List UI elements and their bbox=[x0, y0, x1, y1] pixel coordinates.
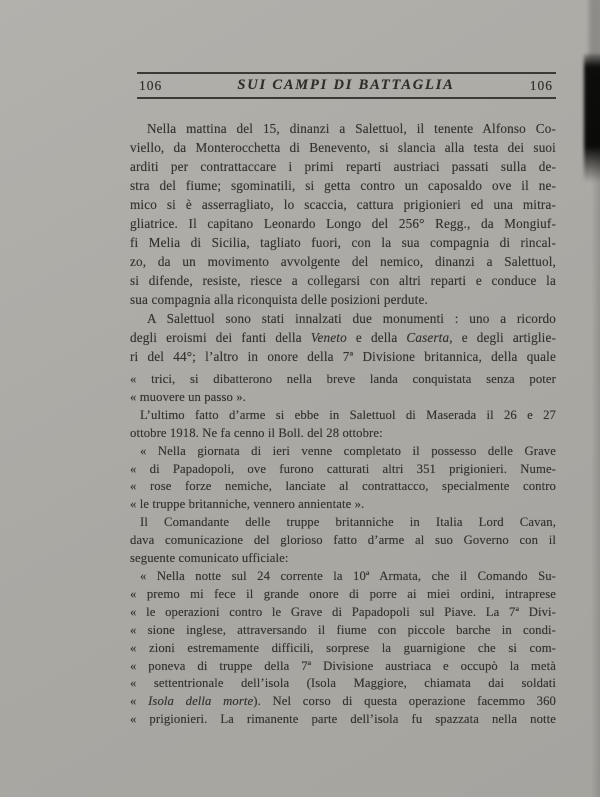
text-run: arditi per contrattaccare i primi reparti austriaci passati sulla de- bbox=[130, 159, 556, 174]
text-line bbox=[130, 371, 556, 389]
text-run: seguente comunicato ufficiale: bbox=[130, 551, 289, 566]
text-line bbox=[130, 271, 556, 290]
text-line bbox=[130, 195, 556, 214]
italic-text-run: Veneto bbox=[310, 330, 347, 345]
text-run: « premo mi fece il grande onore di porre ai miei ordini, intraprese bbox=[130, 586, 556, 601]
text-run: e della bbox=[346, 330, 407, 345]
text-line bbox=[130, 514, 556, 532]
text-line bbox=[130, 443, 556, 461]
text-line bbox=[130, 138, 556, 157]
text-line bbox=[130, 290, 556, 309]
text-line bbox=[130, 214, 556, 233]
italic-text-run: Caserta bbox=[406, 330, 450, 345]
text-line bbox=[130, 478, 556, 496]
text-run: « le truppe britanniche, vennero annientate ». bbox=[130, 497, 365, 512]
text-line bbox=[130, 157, 556, 176]
text-run: « rose forze nemiche, lanciate al contrattacco, specialmente contro bbox=[130, 479, 556, 494]
text-line bbox=[130, 658, 556, 676]
text-run: « Nella giornata di ieri venne completato il possesso delle Grave bbox=[140, 443, 556, 458]
text-run: dava comunicazione del glorioso fatto d’arme al suo Governo con il bbox=[130, 533, 556, 548]
text-run: ri del 44°; l’altro in onore della 7ª Divisione britannica, della quale bbox=[130, 349, 556, 364]
header-title: SUI CAMPI DI BATTAGLIA bbox=[237, 77, 455, 93]
text-line bbox=[130, 604, 556, 622]
text-line bbox=[130, 461, 556, 479]
text-line bbox=[130, 407, 556, 425]
text-run: « poneva di truppe della 7ª Divisione austriaca e occupò la metà bbox=[130, 658, 556, 673]
text-line bbox=[130, 496, 556, 514]
text-run: , e degli artiglie- bbox=[449, 330, 556, 345]
text-run: zo, da un movimento avvolgente del nemico, dinanzi a Salettuol, bbox=[130, 254, 556, 269]
text-run: « di Papadopoli, ove furono catturati altri 351 prigionieri. Nume- bbox=[130, 461, 556, 476]
page-number-right: 106 bbox=[529, 77, 553, 93]
text-line bbox=[130, 328, 556, 347]
text-line bbox=[130, 252, 556, 271]
text-run: degli eroismi dei fanti della bbox=[130, 330, 311, 345]
text-line bbox=[130, 568, 556, 586]
scan-spine-shadow-bar bbox=[584, 54, 600, 182]
text-run: « sione inglese, attraversando il fiume con piccole barche in condi- bbox=[130, 622, 556, 637]
text-run: A Salettuol sono stati innalzati due monumenti : uno a ricordo bbox=[147, 311, 556, 326]
italic-text-run: Isola della morte bbox=[148, 694, 254, 709]
text-run: viello, da Monterocchetta di Benevento, si slancia alla testa dei suoi bbox=[130, 140, 556, 155]
text-line bbox=[130, 675, 556, 693]
text-line bbox=[130, 119, 556, 138]
text-line bbox=[130, 550, 556, 568]
text-run: « muovere un passo ». bbox=[130, 389, 246, 404]
text-line bbox=[130, 389, 556, 407]
text-run: L’ultimo fatto d’arme si ebbe in Salettuol di Maserada il 26 e 27 bbox=[140, 407, 556, 422]
text-line bbox=[130, 425, 556, 443]
text-run: « zioni estremamente difficili, sorprese la guarnigione che si com- bbox=[130, 640, 556, 655]
text-run: fi Melia di Sicilia, tagliato fuori, con la sua compagnia di rincal- bbox=[130, 235, 556, 250]
text-run: Nella mattina del 15, dinanzi a Salettuol, il tenente Alfonso Co- bbox=[147, 121, 556, 136]
text-run: si difende, resiste, riesce a collegarsi con altri reparti e conduce la bbox=[130, 273, 556, 288]
text-run: « settentrionale dell’isola (Isola Maggiore, chiamata dai soldati bbox=[130, 676, 556, 691]
text-run: sua compagnia alla riconquista delle posizioni perdute. bbox=[130, 292, 428, 307]
text-line bbox=[130, 532, 556, 550]
text-line bbox=[130, 586, 556, 604]
running-header bbox=[137, 72, 556, 99]
text-run: « prigionieri. La rimanente parte dell’isola fu spazzata nella notte bbox=[130, 712, 556, 727]
text-run: « le operazioni contro le Grave di Papadopoli sul Piave. La 7ª Divi- bbox=[130, 604, 556, 619]
text-line bbox=[130, 711, 556, 729]
main-text-block bbox=[130, 119, 556, 366]
text-line bbox=[130, 622, 556, 640]
text-run: gliatrice. Il capitano Leonardo Longo del 256° Regg., da Mongiuf- bbox=[130, 216, 556, 231]
text-line bbox=[130, 693, 556, 711]
text-run: « Nella notte sul 24 corrente la 10ª Armata, che il Comando Su- bbox=[140, 568, 556, 583]
footnote-text-block bbox=[130, 371, 556, 729]
text-line bbox=[130, 309, 556, 328]
text-run: ). Nel corso di questa operazione facemmo 360 bbox=[253, 694, 556, 709]
text-run: Il Comandante delle truppe britanniche in Italia Lord Cavan, bbox=[140, 515, 556, 530]
text-line bbox=[130, 640, 556, 658]
text-line bbox=[130, 347, 556, 366]
text-line bbox=[130, 176, 556, 195]
text-run: mico si è asserragliato, lo scaccia, cattura prigionieri ed una mitra- bbox=[130, 197, 556, 212]
text-run: stra del fiume; sgominatili, si getta contro un caposaldo ove il ne- bbox=[130, 178, 556, 193]
text-line bbox=[130, 233, 556, 252]
text-run: « bbox=[130, 694, 149, 709]
page-number-left: 106 bbox=[139, 77, 163, 93]
text-run: « trici, si dibatterono nella breve landa conquistata senza poter bbox=[130, 372, 556, 386]
text-run: ottobre 1918. Ne fa cenno il Boll. del 28 ottobre: bbox=[130, 425, 383, 440]
